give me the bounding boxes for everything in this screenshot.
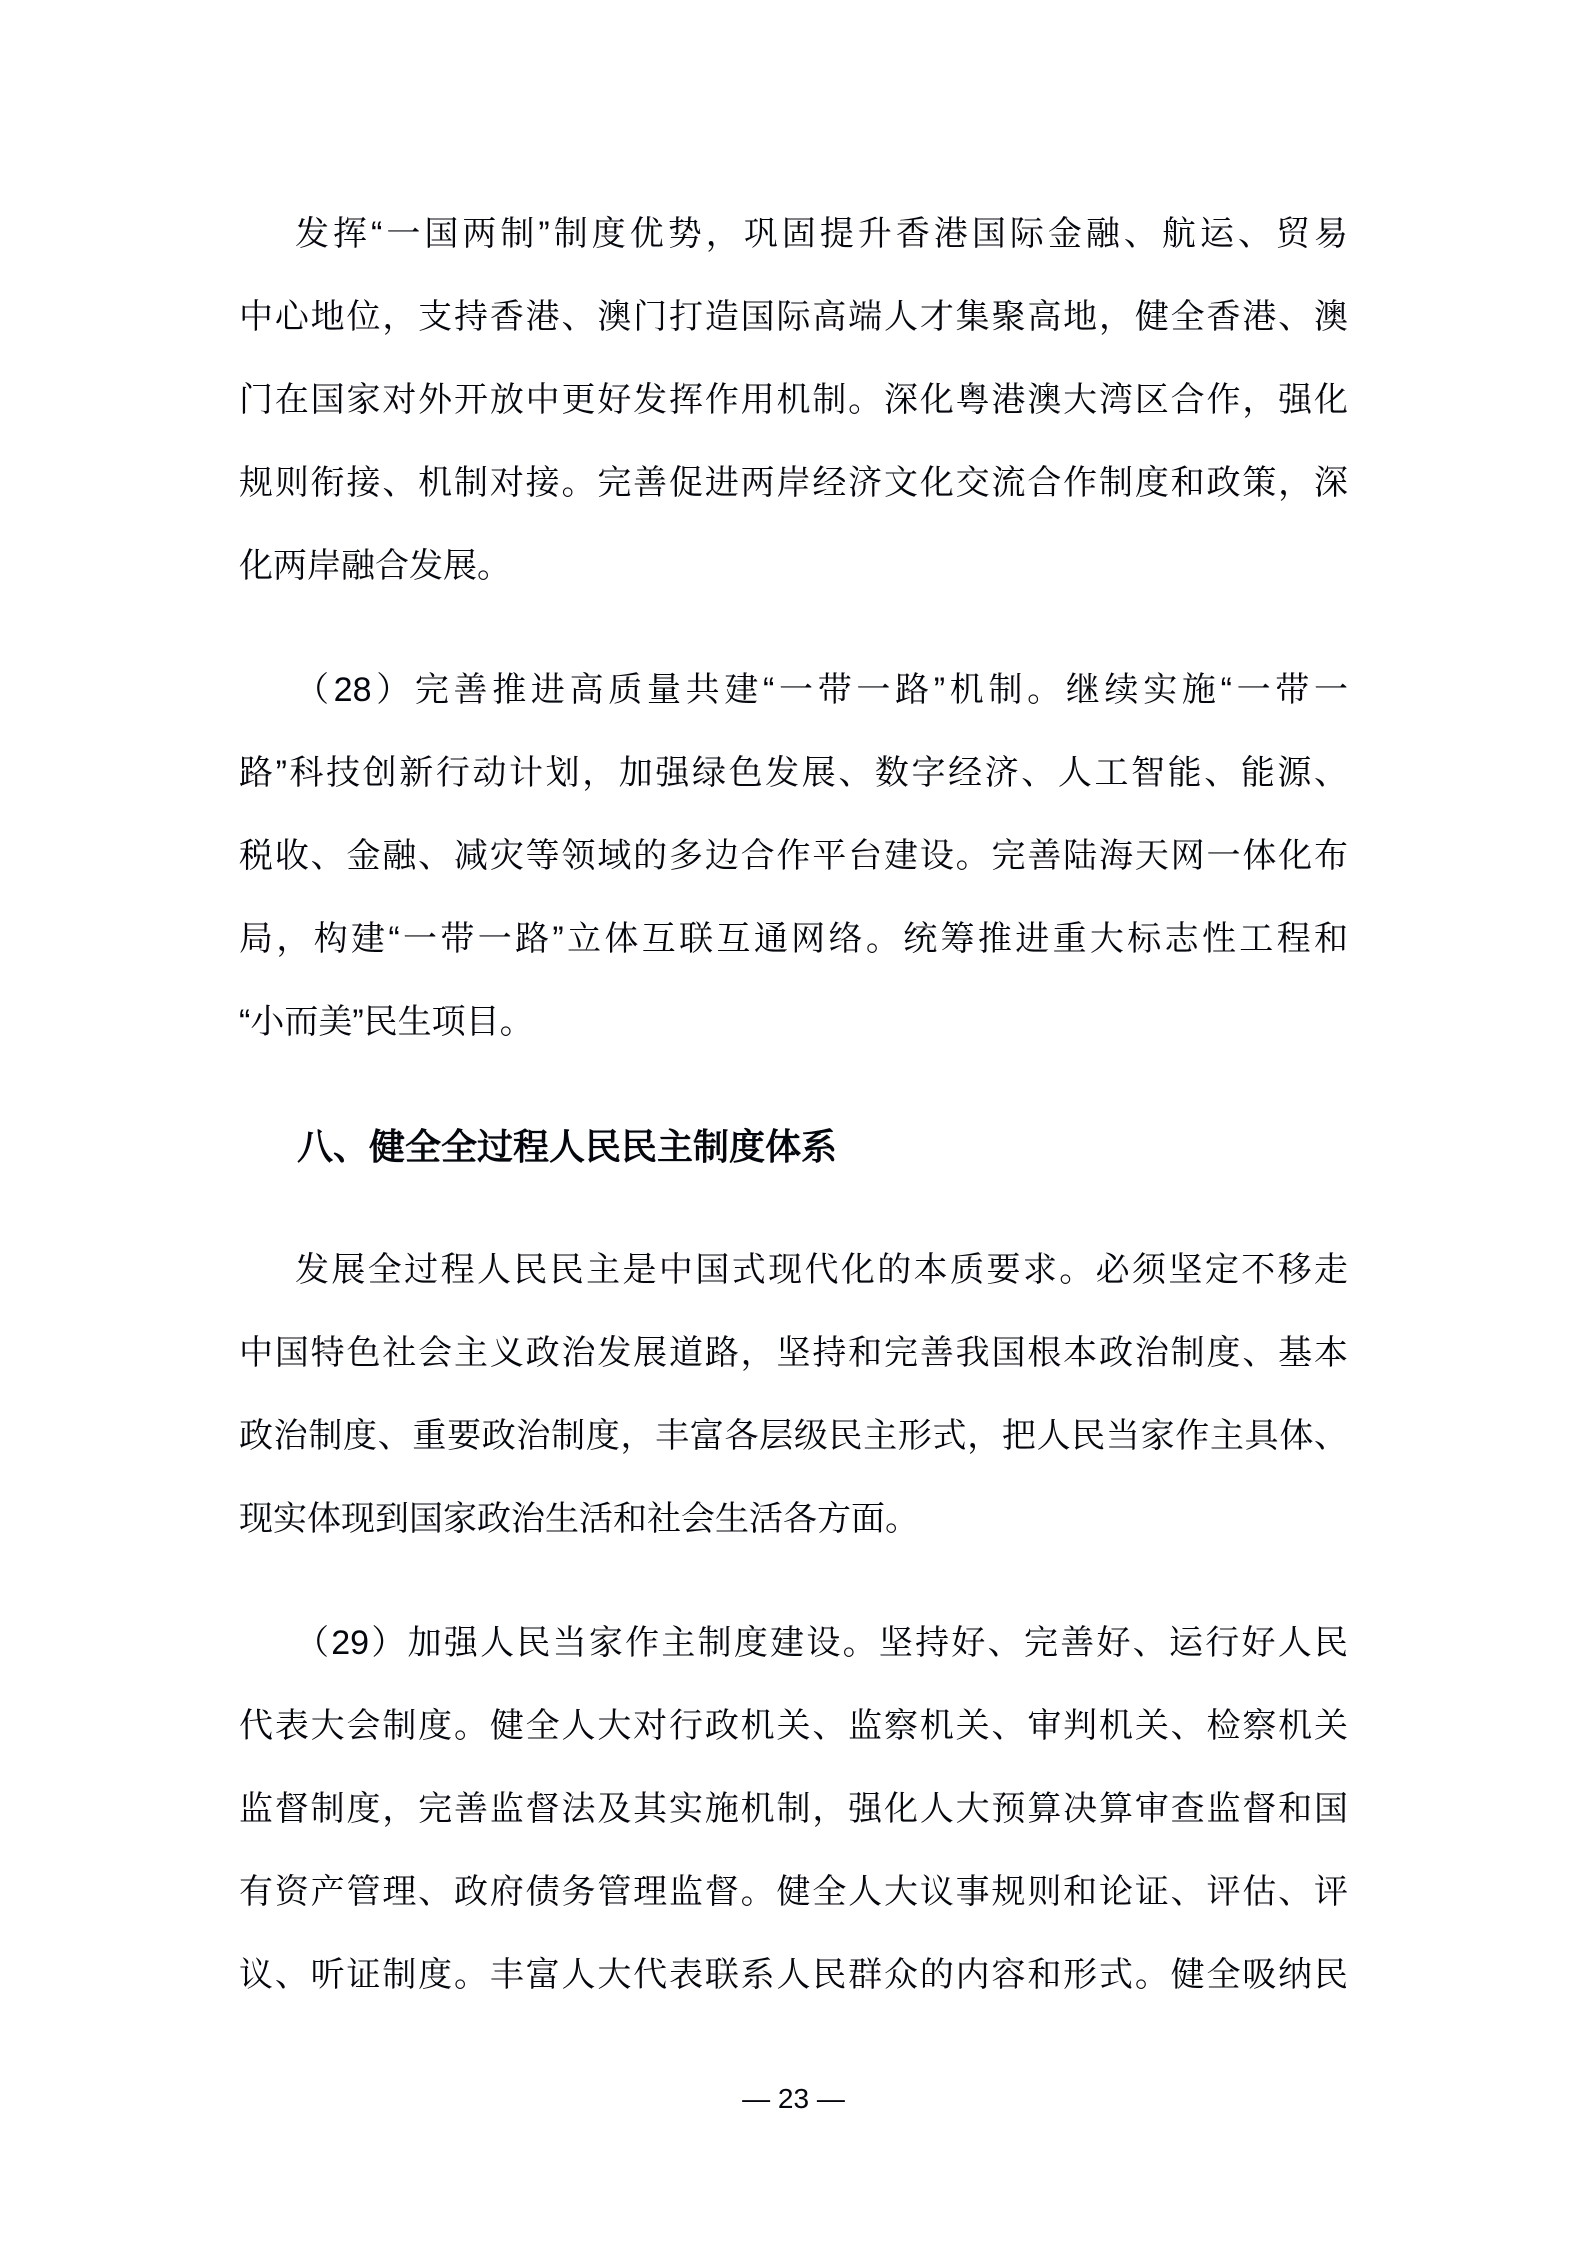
paragraph-line: “小而美”民生项目。: [239, 1003, 534, 1041]
paragraph-item-28: [239, 649, 1348, 1064]
paragraph-line: 监督制度，完善监督法及其实施机制，强化人大预算决算审查监督和国: [239, 1790, 1348, 1828]
paragraph-hk-macao: [239, 193, 1348, 608]
paragraph-line: 规则衔接、机制对接。完善促进两岸经济文化交流合作制度和政策，深: [239, 464, 1348, 502]
paragraph-line: 税收、金融、减灾等领域的多边合作平台建设。完善陆海天网一体化布: [239, 837, 1348, 875]
paragraph-line: 局，构建“一带一路”立体互联互通网络。统筹推进重大标志性工程和: [239, 920, 1348, 958]
paragraph-line: 议、听证制度。丰富人大代表联系人民群众的内容和形式。健全吸纳民: [239, 1956, 1348, 1994]
paragraph-line: 中心地位，支持香港、澳门打造国际高端人才集聚高地，健全香港、澳: [239, 298, 1348, 336]
paragraph-line: （28）完善推进高质量共建“一带一路”机制。继续实施“一带一: [295, 671, 1348, 709]
page-number: — 23 —: [742, 2083, 845, 2114]
paragraph-democracy-intro: [239, 1229, 1348, 1561]
paragraph-line: 路”科技创新行动计划，加强绿色发展、数字经济、人工智能、能源、: [239, 754, 1348, 792]
paragraph-line: 现实体现到国家政治生活和社会生活各方面。: [239, 1500, 919, 1538]
paragraph-line: 有资产管理、政府债务管理监督。健全人大议事规则和论证、评估、评: [239, 1873, 1348, 1911]
paragraph-line: 发展全过程人民民主是中国式现代化的本质要求。必须坚定不移走: [295, 1251, 1348, 1289]
paragraph-line: 政治制度、重要政治制度，丰富各层级民主形式，把人民当家作主具体、: [239, 1417, 1348, 1455]
paragraph-line: 代表大会制度。健全人大对行政机关、监察机关、审判机关、检察机关: [239, 1707, 1348, 1745]
paragraph-line: （29）加强人民当家作主制度建设。坚持好、完善好、运行好人民: [295, 1624, 1348, 1662]
paragraph-line: 发挥“一国两制”制度优势，巩固提升香港国际金融、航运、贸易: [295, 215, 1348, 253]
paragraph-item-29: [239, 1602, 1348, 2017]
paragraph-line: 中国特色社会主义政治发展道路，坚持和完善我国根本政治制度、基本: [239, 1334, 1348, 1372]
paragraph-line: 化两岸融合发展。: [239, 547, 511, 585]
page-body: [239, 193, 1348, 2017]
paragraph-line: 门在国家对外开放中更好发挥作用机制。深化粤港澳大湾区合作，强化: [239, 381, 1348, 419]
section-heading: 八、健全全过程人民民主制度体系: [297, 1126, 838, 1167]
